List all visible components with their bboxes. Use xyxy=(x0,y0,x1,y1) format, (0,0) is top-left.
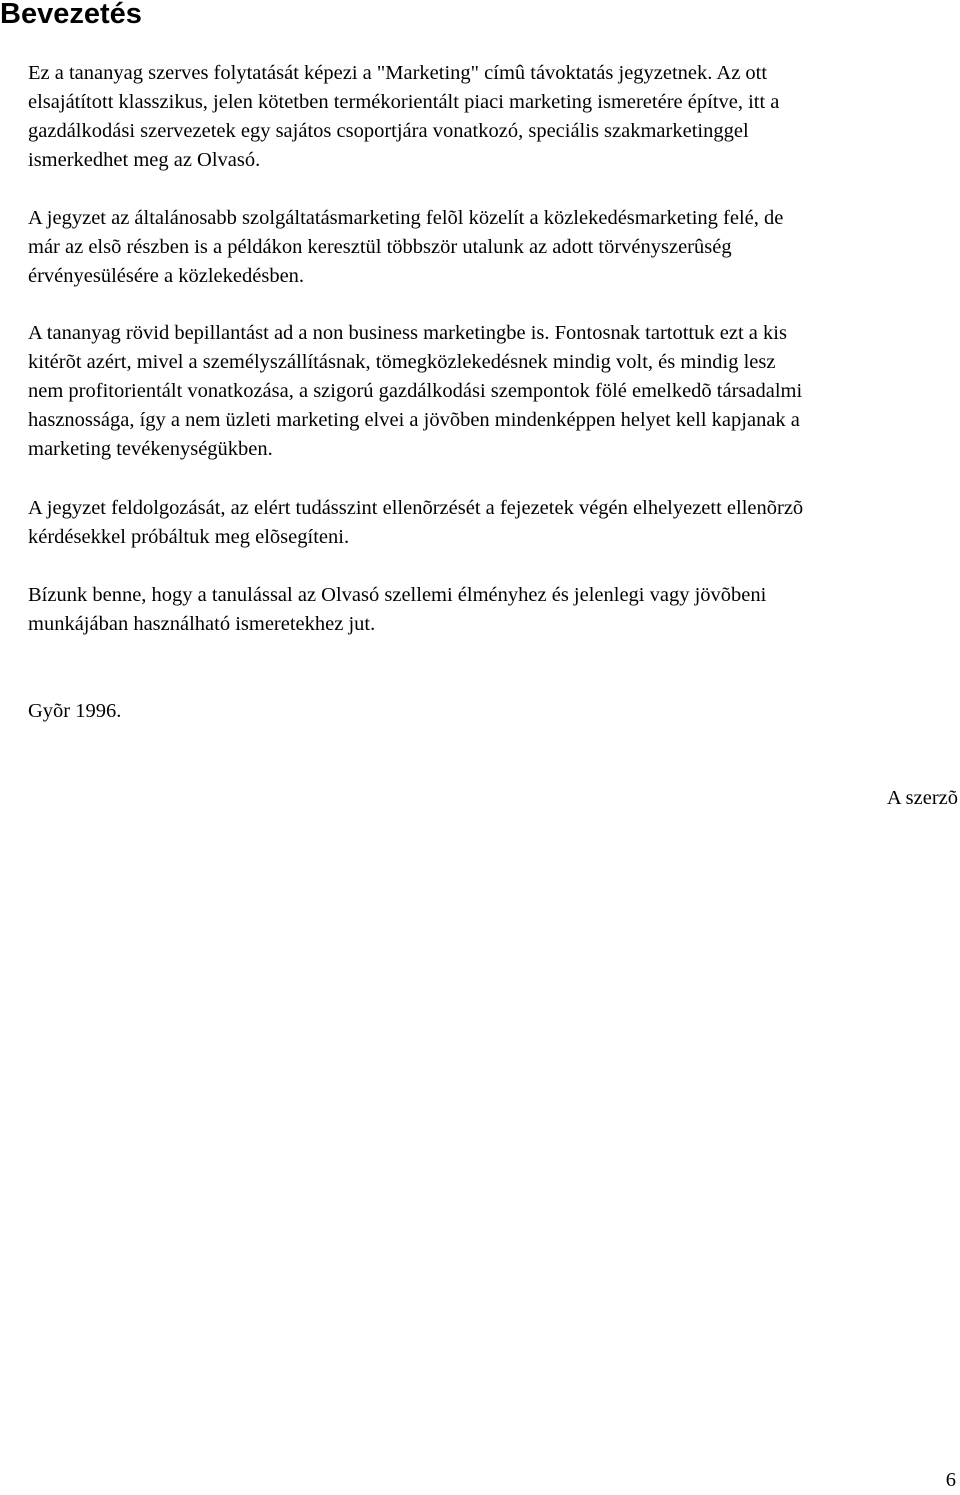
text-line: Ez a tananyag szerves folytatását képezi a "Marketing" címû távoktatás jegyzetnek. Az ott xyxy=(28,62,768,84)
text-line: már az elsõ részben is a példákon keresztül többször utalunk az adott törvényszerûség xyxy=(28,236,732,258)
text-line: kitérõt azért, mivel a személyszállításnak, tömegközlekedésnek mindig volt, és mindig lesz xyxy=(28,351,776,373)
section-heading: Bevezetés xyxy=(0,0,142,30)
paragraph-closing xyxy=(28,581,960,639)
author-signature: A szerzõ xyxy=(886,787,958,809)
text-line: nem profitorientált vonatkozása, a szigorú gazdálkodási szempontok fölé emelkedõ társadalmi xyxy=(28,380,803,402)
text-line: A jegyzet az általánosabb szolgáltatásmarketing felõl közelít a közlekedésmarketing felé, de xyxy=(28,207,784,229)
page-number: 6 xyxy=(945,1469,956,1491)
text-line: A jegyzet feldolgozását, az elért tudásszint ellenõrzését a fejezetek végén elhelyezett ellenõrzõ xyxy=(28,497,804,519)
text-line: ismerkedhet meg az Olvasó. xyxy=(28,149,261,171)
paragraph-non-business xyxy=(28,319,960,464)
text-line: marketing tevékenységükben. xyxy=(28,438,273,460)
text-line: gazdálkodási szervezetek egy sajátos csoportjára vonatkozó, speciális szakmarketinggel xyxy=(28,120,749,142)
paragraph-intro xyxy=(28,59,960,175)
text-line: Bízunk benne, hogy a tanulással az Olvasó szellemi élményhez és jelenlegi vagy jövõbeni xyxy=(28,584,767,606)
text-line: kérdésekkel próbáltuk meg elõsegíteni. xyxy=(28,526,350,548)
text-line: hasznossága, így a nem üzleti marketing elvei a jövõben mindenképpen helyet kell kapjanak a xyxy=(28,409,800,431)
text-line: elsajátított klasszikus, jelen kötetben termékorientált piaci marketing ismeretére építve, itt a xyxy=(28,91,780,113)
text-line: érvényesülésére a közlekedésben. xyxy=(28,265,305,287)
text-line: A tananyag rövid bepillantást ad a non business marketingbe is. Fontosnak tartottuk ezt a kis xyxy=(28,322,787,344)
paragraph-service-marketing xyxy=(28,204,960,291)
text-line: munkájában használható ismeretekhez jut. xyxy=(28,613,376,635)
place-date: Gyõr 1996. xyxy=(28,700,122,722)
paragraph-review-questions xyxy=(28,494,960,552)
